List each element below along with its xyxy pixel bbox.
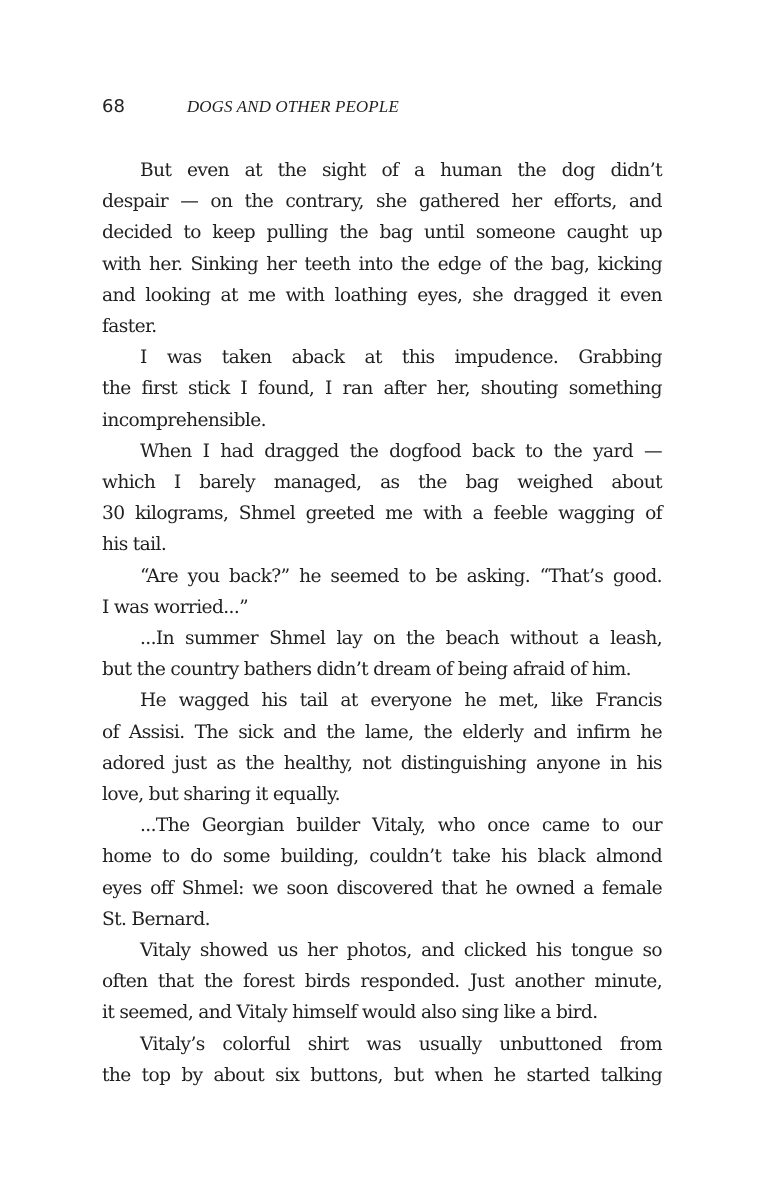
text-line: I was taken aback at this impudence. Grabbing	[140, 347, 662, 369]
text-line: love, but sharing it equally.	[102, 784, 340, 806]
text-line: decided to keep pulling the bag until someone caught up	[102, 222, 662, 244]
text-line: faster.	[102, 316, 157, 338]
text-line: He wagged his tail at everyone he met, like Francis	[140, 690, 662, 712]
text-line: despair — on the contrary, she gathered her efforts, and	[102, 191, 662, 213]
text-line: which I barely managed, as the bag weighed about	[102, 472, 662, 494]
text-line: home to do some building, couldn’t take his black almond	[102, 846, 662, 868]
paragraph	[102, 685, 662, 810]
text-line: Vitaly’s colorful shirt was usually unbuttoned from	[140, 1033, 662, 1055]
paragraph	[102, 810, 662, 935]
text-line: “Are you back?” he seemed to be asking. “That’s good.	[140, 565, 662, 587]
text-line: but the country bathers didn’t dream of being afraid of him.	[102, 659, 631, 681]
paragraph	[102, 623, 662, 685]
text-line: St. Bernard.	[102, 908, 210, 930]
paragraph	[102, 155, 662, 342]
page-number: 68	[102, 96, 125, 118]
paragraph	[102, 436, 662, 561]
paragraph	[102, 342, 662, 436]
text-line: often that the forest birds responded. Just another minute,	[102, 971, 662, 993]
text-line: the top by about six buttons, but when he started talking	[102, 1064, 662, 1086]
paragraph	[102, 1029, 662, 1091]
running-head	[102, 92, 399, 122]
text-line: with her. Sinking her teeth into the edge of the bag, kicking	[102, 253, 662, 275]
text-line: But even at the sight of a human the dog didn’t	[140, 160, 662, 181]
text-line: and looking at me with loathing eyes, she dragged it even	[102, 284, 662, 306]
text-line: When I had dragged the dogfood back to the yard —	[140, 440, 662, 462]
text-line: Vitaly showed us her photos, and clicked his tongue so	[140, 940, 662, 962]
text-line: the first stick I found, I ran after her, shouting something	[102, 378, 662, 400]
text-line: of Assisi. The sick and the lame, the elderly and infirm he	[102, 721, 662, 743]
text-line: incomprehensible.	[102, 409, 266, 431]
text-line: it seemed, and Vitaly himself would also sing like a bird.	[102, 1002, 598, 1024]
paragraph	[102, 935, 662, 1029]
book-title: DOGS AND OTHER PEOPLE	[186, 97, 399, 117]
text-line: his tail.	[102, 534, 167, 556]
text-line: adored just as the healthy, not distinguishing anyone in his	[102, 752, 662, 774]
text-line: ...The Georgian builder Vitaly, who once came to our	[140, 815, 662, 837]
text-line: 30 kilograms, Shmel greeted me with a feeble wagging of	[102, 503, 662, 525]
text-line: eyes off Shmel: we soon discovered that he owned a female	[102, 877, 662, 899]
text-line: ...In summer Shmel lay on the beach without a leash,	[140, 628, 662, 650]
text-line: I was worried...”	[102, 596, 249, 618]
paragraph	[102, 561, 662, 623]
body-text	[102, 155, 662, 1091]
